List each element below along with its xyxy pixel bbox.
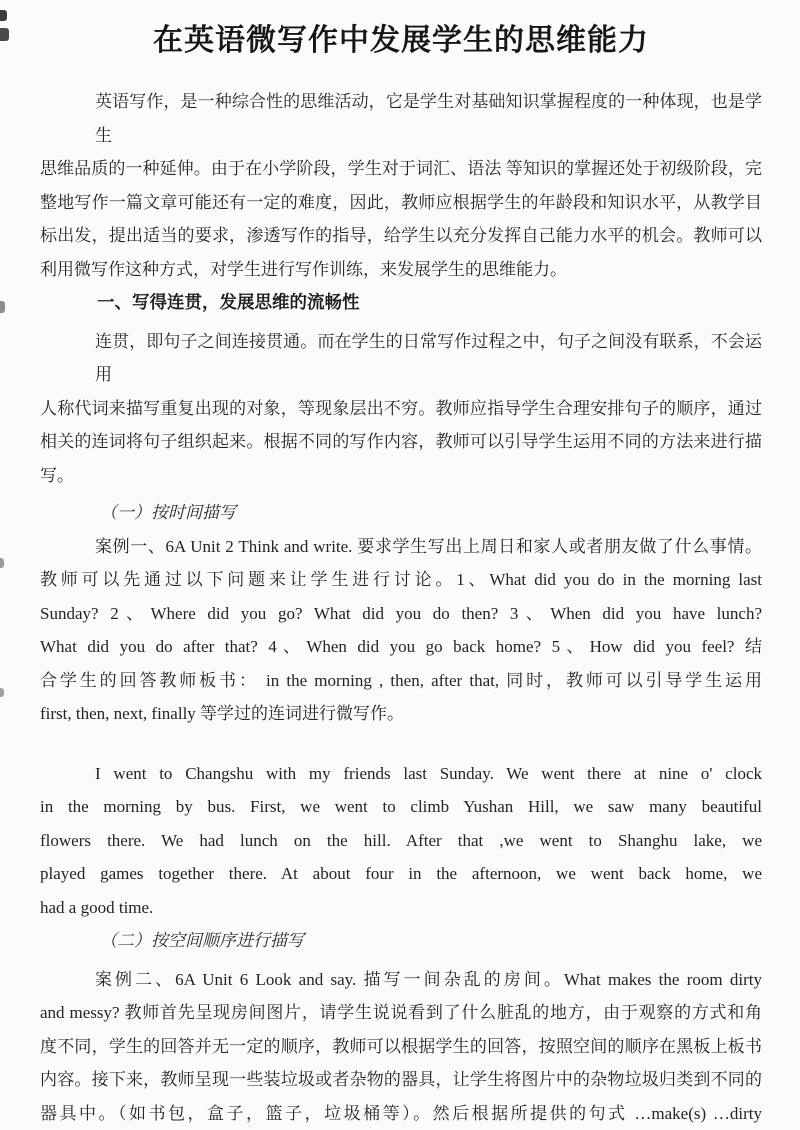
paragraph-line: 人称代词来描写重复出现的对象，等现象层出不穷。教师应指导学生合理安排句子的顺序，通过 [40,392,762,426]
paragraph-line: 思维品质的一种延伸。由于在小学阶段，学生对于词汇、语法 等知识的掌握还处于初级阶段，完 [40,152,762,186]
subsection-heading-space-order: （二）按空间顺序进行描写 [40,924,762,958]
scan-artifact [0,301,5,313]
paragraph-line: 相关的连词将句子组织起来。根据不同的写作内容，教师可以引导学生运用不同的方法来进行描 [40,425,762,459]
paragraph-line: 器具中。（如书包，盒子，篮子，垃圾桶等）。然后根据所提供的句式 …make(s) …dirty [40,1097,762,1130]
paragraph-line: Sunday? 2、Where did you go? What did you do then? 3、When did you have lunch? [40,597,762,631]
paragraph-line: What did you do after that? 4、When did you go back home? 5、How did you feel? 结 [40,630,762,664]
paragraph-line: I went to Changshu with my friends last Sunday. We went there at nine o' clock [40,757,762,791]
paragraph-line: 内容。接下来，教师呈现一些装垃圾或者杂物的器具，让学生将图片中的杂物垃圾归类到不同的 [40,1063,762,1097]
subsection-heading-time-order: （一）按时间描写 [40,496,762,530]
paragraph-line: 合学生的回答教师板书： in the morning , then, after that, 同时，教师可以引导学生运用 [40,664,762,698]
paragraph-line: 度不同，学生的回答并无一定的顺序，教师可以根据学生的回答，按照空间的顺序在黑板上板书 [40,1030,762,1064]
paragraph-case-two [40,963,762,1130]
scan-artifact [0,688,4,697]
paragraph-line: 标出发，提出适当的要求，渗透写作的指导，给学生以充分发挥自己能力水平的机会。教师可以 [40,219,762,253]
paragraph-line: played games together there. At about four in the afternoon, we went back home, we [40,857,762,891]
paragraph-line: 写。 [40,459,762,493]
paragraph-line: 连贯，即句子之间连接贯通。而在学生的日常写作过程之中，句子之间没有联系，不会运用 [40,325,762,392]
paragraph-sample-writing [40,757,762,925]
scan-artifact [0,10,7,21]
paragraph-line: had a good time. [40,891,762,925]
paragraph-line: flowers there. We had lunch on the hill. After that ,we went to Shanghu lake, we [40,824,762,858]
section-heading-1: 一、写得连贯，发展思维的流畅性 [40,286,762,320]
paragraph-coherence [40,325,762,493]
paragraph-line: 案例二、6A Unit 6 Look and say. 描写一间杂乱的房间。What makes the room dirty [40,963,762,997]
paragraph-line: 利用微写作这种方式，对学生进行写作训练，来发展学生的思维能力。 [40,253,762,287]
scan-artifact [0,28,9,41]
scan-artifact [0,558,4,568]
paragraph-case-one [40,530,762,731]
paragraph-line: in the morning by bus. First, we went to climb Yushan Hill, we saw many beautiful [40,790,762,824]
paragraph-line: 案例一、6A Unit 2 Think and write. 要求学生写出上周日和家人或者朋友做了什么事情。 [40,530,762,564]
paragraph-line: 英语写作，是一种综合性的思维活动，它是学生对基础知识掌握程度的一种体现，也是学生 [40,85,762,152]
paragraph-line: and messy? 教师首先呈现房间图片，请学生说说看到了什么脏乱的地方，由于观察的方式和角 [40,996,762,1030]
paragraph-line: 教师可以先通过以下问题来让学生进行讨论。1、What did you do in the morning last [40,563,762,597]
paragraph-line: 整地写作一篇文章可能还有一定的难度，因此，教师应根据学生的年龄段和知识水平，从教学目 [40,186,762,220]
document-title: 在英语微写作中发展学生的思维能力 [40,21,762,61]
paragraph-line: first, then, next, finally 等学过的连词进行微写作。 [40,697,762,731]
paragraph-intro [40,85,762,286]
